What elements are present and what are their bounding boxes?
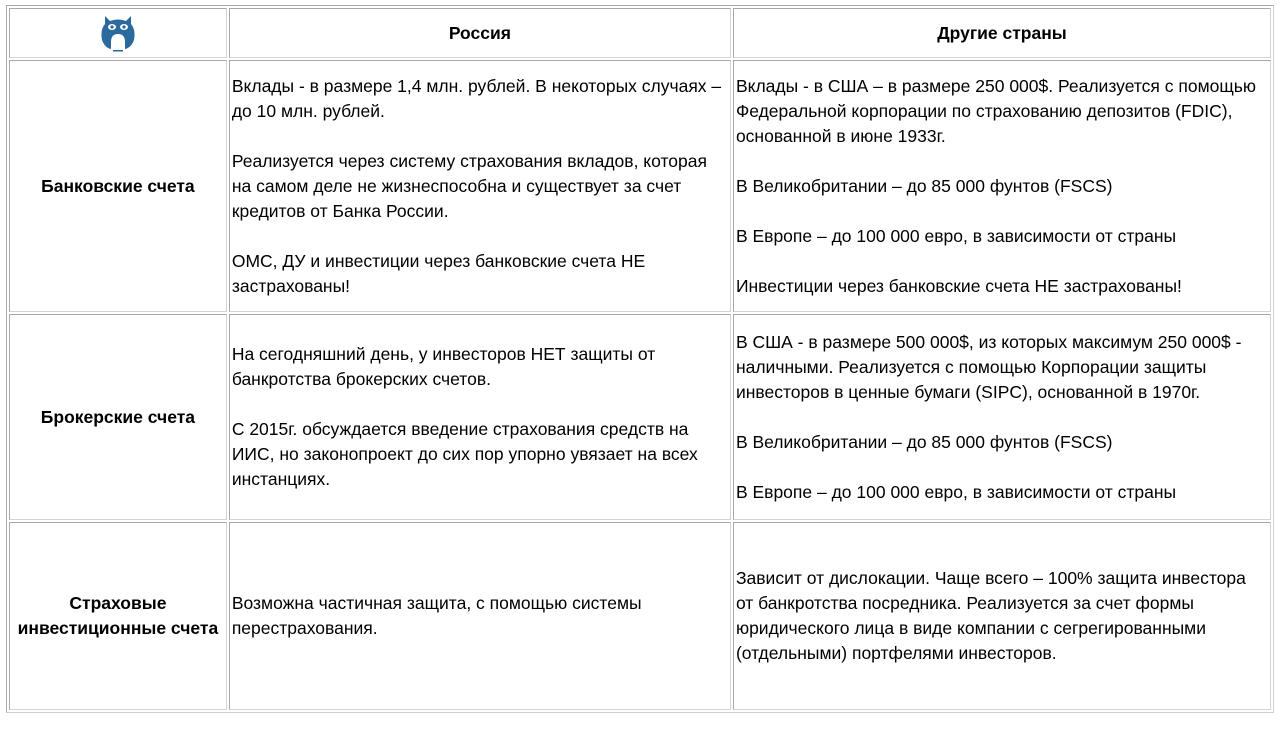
cell-paragraph: С 2015г. обсуждается введение страхования средств на ИИС, но законопроект до сих пор упорно увязает на всех инстанциях. bbox=[231, 419, 698, 489]
table-row-insurance-investment-accounts bbox=[9, 522, 1271, 710]
table-row-brokerage-accounts bbox=[9, 314, 1271, 520]
cell-paragraph: В США - в размере 500 000$, из которых максимум 250 000$ - наличными. Реализуется с помощью Корпорации защиты инвесторов в ценные бумаги (SIPC), основанной в 1970г. bbox=[735, 331, 1242, 402]
comparison-table bbox=[6, 5, 1274, 713]
row-label: Банковские счета bbox=[9, 60, 227, 312]
column-header-russia: Россия bbox=[229, 8, 731, 58]
cell-other-countries bbox=[733, 60, 1271, 312]
logo-cell bbox=[9, 8, 227, 58]
cell-paragraph: В Европе – до 100 000 евро, в зависимости от страны bbox=[735, 225, 1177, 246]
cell-paragraph: В Европе – до 100 000 евро, в зависимости от страны bbox=[735, 481, 1177, 502]
header-row bbox=[9, 8, 1271, 58]
cell-russia bbox=[229, 60, 731, 312]
cell-paragraph: В Великобритании – до 85 000 фунтов (FSCS) bbox=[735, 175, 1113, 196]
cell-paragraph: В Великобритании – до 85 000 фунтов (FSCS) bbox=[735, 431, 1113, 452]
cell-paragraph: Реализуется через систему страхования вкладов, которая на самом деле не жизнеспособна и существует за счет кредитов от Банка России. bbox=[231, 150, 707, 221]
cell-other-countries bbox=[733, 314, 1271, 520]
cell-paragraph: Зависит от дислокации. Чаще всего – 100% защита инвестора от банкротства посредника. Реализуется за счет формы юридического лица в виде компании с сегрегированными (отдельными) портфелями инвесторов. bbox=[735, 568, 1246, 663]
cell-paragraph: На сегодняшний день, у инвесторов НЕТ защиты от банкротства брокерских счетов. bbox=[231, 344, 656, 389]
row-label: Брокерские счета bbox=[9, 314, 227, 520]
cell-other-countries bbox=[733, 522, 1271, 710]
column-header-other-countries: Другие страны bbox=[733, 8, 1271, 58]
cell-russia bbox=[229, 314, 731, 520]
cell-paragraph: Инвестиции через банковские счета НЕ застрахованы! bbox=[735, 275, 1182, 296]
table-row-bank-accounts bbox=[9, 60, 1271, 312]
cell-paragraph: Возможна частичная защита, с помощью системы перестрахования. bbox=[231, 593, 642, 638]
row-label: Страховые инвестиционные счета bbox=[9, 522, 227, 710]
cell-paragraph: Вклады - в США – в размере 250 000$. Реализуется с помощью Федеральной корпорации по страхованию депозитов (FDIC), основанной в июне 1933г. bbox=[735, 75, 1256, 146]
cell-russia bbox=[229, 522, 731, 710]
owl-logo-icon bbox=[98, 12, 138, 54]
cell-paragraph: Вклады - в размере 1,4 млн. рублей. В некоторых случаях – до 10 млн. рублей. bbox=[231, 75, 722, 121]
cell-paragraph: ОМС, ДУ и инвестиции через банковские счета НЕ застрахованы! bbox=[231, 250, 646, 296]
